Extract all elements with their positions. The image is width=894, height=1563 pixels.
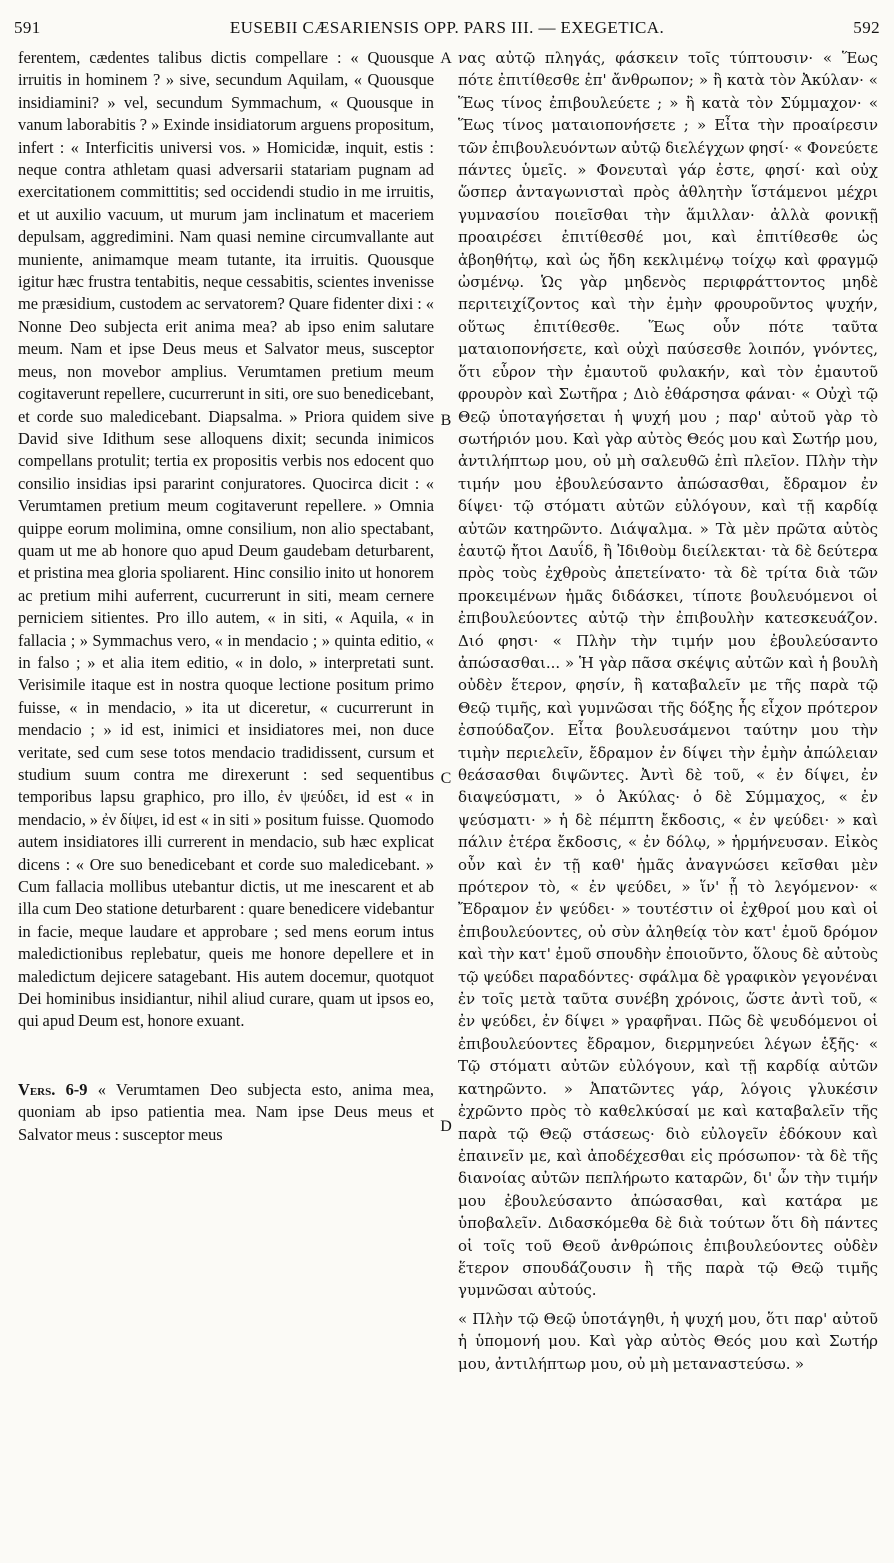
section-marker-a: A	[440, 50, 452, 67]
latin-paragraph: ferentem, cædentes talibus dictis compellare : « Quousque irruitis in hominem ? » sive, secundum Aquilam, « Quousque insidiamini? » vel, secundum Symmachum, « Quousque in vanum laborabitis ? » Exinde insidiatorum arguens propositum, infert : « Interficitis universi vos. » Homicidæ, inquit, estis : neque contra athletam quasi adversarii statariam pugnam ad exercitationem committitis; sed occidendi studio in me irruitis, et ut auxilio vacuum, ut murum jam inclinatum et maceriem depulsam, aggredimini. Nam quasi nemine circumvallante aut muniente, animamque meam tutante, ita irruitis. Quousque igitur hæc frustra tentabitis, neque cessabitis, scientes invenisse me præsidium, custodem ac servatorem? Quare fidenter dixi : « Nonne Deo subjecta erit anima mea? ab ipso enim salutare meum. Nam et ipse Deus meus et Salvator meus, susceptor meus, non movebor amplius. Verumtamen pretium meum cogitaverunt repellere, cucurrerunt in siti, ore suo benedicebant, et corde suo maledicebant. Diapsalma. » Priora quidem sive David sive Idithum sese alloquens dixit; secunda inimicos compellans protulit; tertia ex propositis verbis nos edocent quo consilio insidias ipsi pararint conjuratores. Quocirca dicit : « Verumtamen pretium meum cogitaverunt repellere. » Omnia quippe eorum molimina, omne consilium, non alio spectabant, quam ut me ab honore quo apud Deum gaudebam deturbarent, et pristina mea gloria spoliarent. Hinc consilio inito ut honorem ac pretium mihi auferrent, cucurrerunt in siti, meam cernere perniciem sitientes. Pro illo autem, « in siti, « Aquila, « in fallacia ; » Symmachus vero, « in mendacio ; » quinta editio, « in falso ; » et alia item editio, « in dolo, » interpretati sunt. Verisimile itaque est in nostra quoque lectione positum primo fuisse, « in mendacio, » ita ut diceretur, « cucurrerunt in mendacio ; » id est, inimici et insidiatores mei, non duce veritate, sed cum sese totos mendacio tradidissent, cursum et studium suum contra me direxerunt : sed sequentibus temporibus lapsu graphico, pro illo, ἐν ψεύδει, id est « in mendacio, » ἐν δίψει, id est « in siti » positum fuisse. Quomodo autem insidiatores illi currerent in mendacio, sub hæc explicat dicens : « Ore suo benedicebant et corde suo maledicebant. » Cum fallacia mollibus utebantur dictis, ut me inescarent et ab illa cum Deo statione deturbarent : quare benedicere videbantur in facie, meque laudare et approbare ; sed mens eorum intus maledictionibus replebatur, queis me honore depellere et in maledictum dejicere satagebant. His autem docemur, quotquot Dei hominibus insidiantur, nihil aliud curare, quam ut ipsos eo, qui apud Deum est, honore exuant.	[18, 48, 434, 1031]
running-header	[14, 12, 880, 44]
latin-column	[18, 47, 434, 1146]
page-number-right: 592	[853, 18, 880, 37]
greek-verse-paragraph: « Πλὴν τῷ Θεῷ ὑποτάγηθι, ἡ ψυχή μου, ὅτι παρ' αὐτοῦ ἡ ὑπομονή μου. Καὶ γὰρ αὐτὸς Θεός μου καὶ Σωτήρ μου, ἀντιλήπτωρ μου, οὐ μὴ μεταναστεύσω. »	[458, 1309, 878, 1373]
latin-verse-paragraph	[18, 1079, 434, 1146]
section-marker-d: D	[440, 1118, 452, 1135]
section-marker-c: C	[440, 770, 452, 787]
greek-column	[458, 47, 878, 1375]
running-title: EUSEBII CÆSARIENSIS OPP. PARS III. — EXEGETICA.	[229, 18, 665, 37]
latin-verse-text: « Verumtamen Deo subjecta esto, anima mea, quoniam ab ipso patientia mea. Nam ipse Deus meus et Salvator meus : susceptor meus	[18, 1079, 435, 1144]
verse-label: Vers. 6-9	[18, 1079, 88, 1099]
section-marker-b: B	[440, 412, 452, 429]
greek-paragraph: νας αὐτῷ πληγάς, φάσκειν τοῖς τύπτουσιν· « Ἕως πότε ἐπιτίθεσθε ἐπ' ἄνθρωπον; » ἢ κατὰ τὸν Ἀκύλαν· « Ἕως τίνος ἐπιβουλεύετε ; » ἢ κατὰ τὸν Σύμμαχον· « Ἕως τίνος ματαιοπονήσετε ; » Εἶτα τὴν προαίρεσιν τῶν ἐπιβουλευόντων αὐτῷ διελέγχων φησί· « Φονεύετε πάντες ὑμεῖς. » Φονευταὶ γάρ ἐστε, φησί· καὶ οὐχ ὥσπερ ἀνταγωνισταὶ πρὸς ἀθλητὴν ἵστάμενοι μέχρι γυμνασίου ποιεῖσθαι τὴν ἅμιλλαν· ἀλλὰ φονικῇ προαιρέσει ἐπιτίθεσθέ μοι, καὶ ἐπιτίθεσθε ὡς ἀβοηθήτῳ, καὶ ὡς ἤδη κεκλιμένῳ τοίχῳ καὶ φραγμῷ ὠσμένῳ. Ὡς γὰρ μηδενὸς περιφράττοντος μηδὲ περιτειχίζοντος καὶ τὴν ἐμὴν φρουροῦντος ψυχήν, οὕτως ἐπιτίθεσθε. Ἕως οὖν πότε ταῦτα ματαιοπονήσετε, καὶ οὐχὶ παύσεσθε λοιπόν, γνόντες, ὅτι εὗρον τὴν ἐμαυτοῦ φυλακήν, καὶ τὸν ἐμαυτοῦ φρουρὸν καὶ Σωτῆρα ; Διὸ ἐθάρσησα φάναι· « Οὐχὶ τῷ Θεῷ ὑποταγήσεται ἡ ψυχή μου ; παρ' αὐτοῦ γὰρ τὸ σωτήριόν μου. Καὶ γὰρ αὐτὸς Θεός μου καὶ Σωτήρ μου, ἀντιλήπτωρ μου, οὐ μὴ σαλευθῶ ἐπὶ πλεῖον. Πλὴν τὴν τιμήν μου ἐβουλεύσαντο ἀπώσασθαι, ἔδραμον ἐν δίψει· τῷ στόματι αὐτῶν εὐλόγουν, καὶ τῇ καρδίᾳ αὐτῶν κατηρῶντο. Διάψαλμα. » Τὰ μὲν πρῶτα αὐτὸς ἑαυτῷ ἤτοι Δαυΐδ, ἢ Ἰδιθοὺμ διείλεκται· τὰ δὲ δεύτερα πρὸς τοὺς ἐχθροὺς ἀπετείνατο· τὰ δὲ τρίτα διὰ τῶν προκειμένων ἡμᾶς διδάσκει, τίποτε βουλευόμενοι οἱ ἐπιβουλεύοντες αὐτῷ τὴν ἐπιβουλὴν κατεσκευάζον. Διό φησι· « Πλὴν τὴν τιμήν μου ἐβουλεύσαντο ἀπώσασθαι... » Ἡ γὰρ πᾶσα σκέψις αὐτῶν καὶ ἡ βουλὴ οὐδὲν ἕτερον, φησίν, ἢ καταβαλεῖν με τῆς παρὰ τῷ Θεῷ τιμῆς, καὶ γυμνῶσαι τῆς δόξης ἧς εἶχον πρότερον ἐσπούδαζον. Εἶτα βουλευσάμενοι ταύτην μου τὴν τιμὴν περιελεῖν, ἔδραμον ἐν δίψει τὴν ἐμὴν ἀπώλειαν θεάσασθαι διψῶντες. Ἀντὶ δὲ τοῦ, « ἐν δίψει, ἐν διαψεύσματι, » ὁ Ἀκύλας· ὁ δὲ Σύμμαχος, « ἐν ψεύσματι· » ἡ δὲ πέμπτη ἔκδοσις, « ἐν ψεύδει· » καὶ πάλιν ἑτέρα ἔκδοσις, « ἐν δόλῳ, » ἡρμήνευσαν. Εἰκὸς οὖν καὶ ἐν τῇ καθ' ἡμᾶς ἀναγνώσει κεῖσθαι μὲν πρότερον τὸ, « ἐν ψεύδει, » ἵν' ᾖ τὸ λεγόμενον· « Ἔδραμον ἐν ψεύδει· » τουτέστιν οἱ ἐχθροί μου καὶ οἱ ἐπιβουλεύοντες, οὐ σὺν ἀληθείᾳ τὸν κατ' ἐμοῦ δρόμον καὶ τὴν κατ' ἐμοῦ σπουδὴν ἐποιοῦντο, ὅλους δὲ αὐτοὺς τῷ ψεύδει παραδόντες· σφάλμα δὲ γραφικὸν γεγονέναι ἐν τοῖς μετὰ ταῦτα συνέβη χρόνοις, ὥστε ἀντὶ τοῦ, « ἐν ψεύδει, ἐν δίψει » γραφῆναι. Πῶς δὲ ψευδόμενοι οἱ ἐπιβουλεύοντες ἔδραμον, διερμηνεύει λέγων ἑξῆς· « Τῷ στόματι αὐτῶν εὐλόγουν, καὶ τῇ καρδίᾳ αὐτῶν κατηρῶντο. » Ἀπατῶντες γάρ, λόγοις γλυκέσιν ἐχρῶντο πρὸς τὸ καθελκύσαί με καὶ καταβαλεῖν τῆς παρὰ τῷ Θεῷ στάσεως· διὸ εὐλογεῖν ἐδόκουν καὶ ἐπαινεῖν με, καὶ ἀποδέχεσθαι εἰς πρόσωπον· τὰ δὲ τῆς διανοίας αὐτῶν πεπλήρωτο καταρῶν, δι' ὧν τὴν τιμήν μου ἐβουλεύσαντο ἀπώσασθαι, καὶ κατάρα με ὑποβαλεῖν. Διδασκόμεθα δὲ διὰ τούτων ὅτι δὴ πάντες οἱ τοῖς τοῦ Θεοῦ ἀνθρώποις ἐπιβουλεύοντες οὐδὲν ἕτερον σπουδάζουσιν ἢ τῆς παρὰ τῷ Θεῷ τιμῆς γυμνῶσαι αὐτούς.	[458, 49, 878, 1300]
page-number-left: 591	[14, 18, 41, 37]
